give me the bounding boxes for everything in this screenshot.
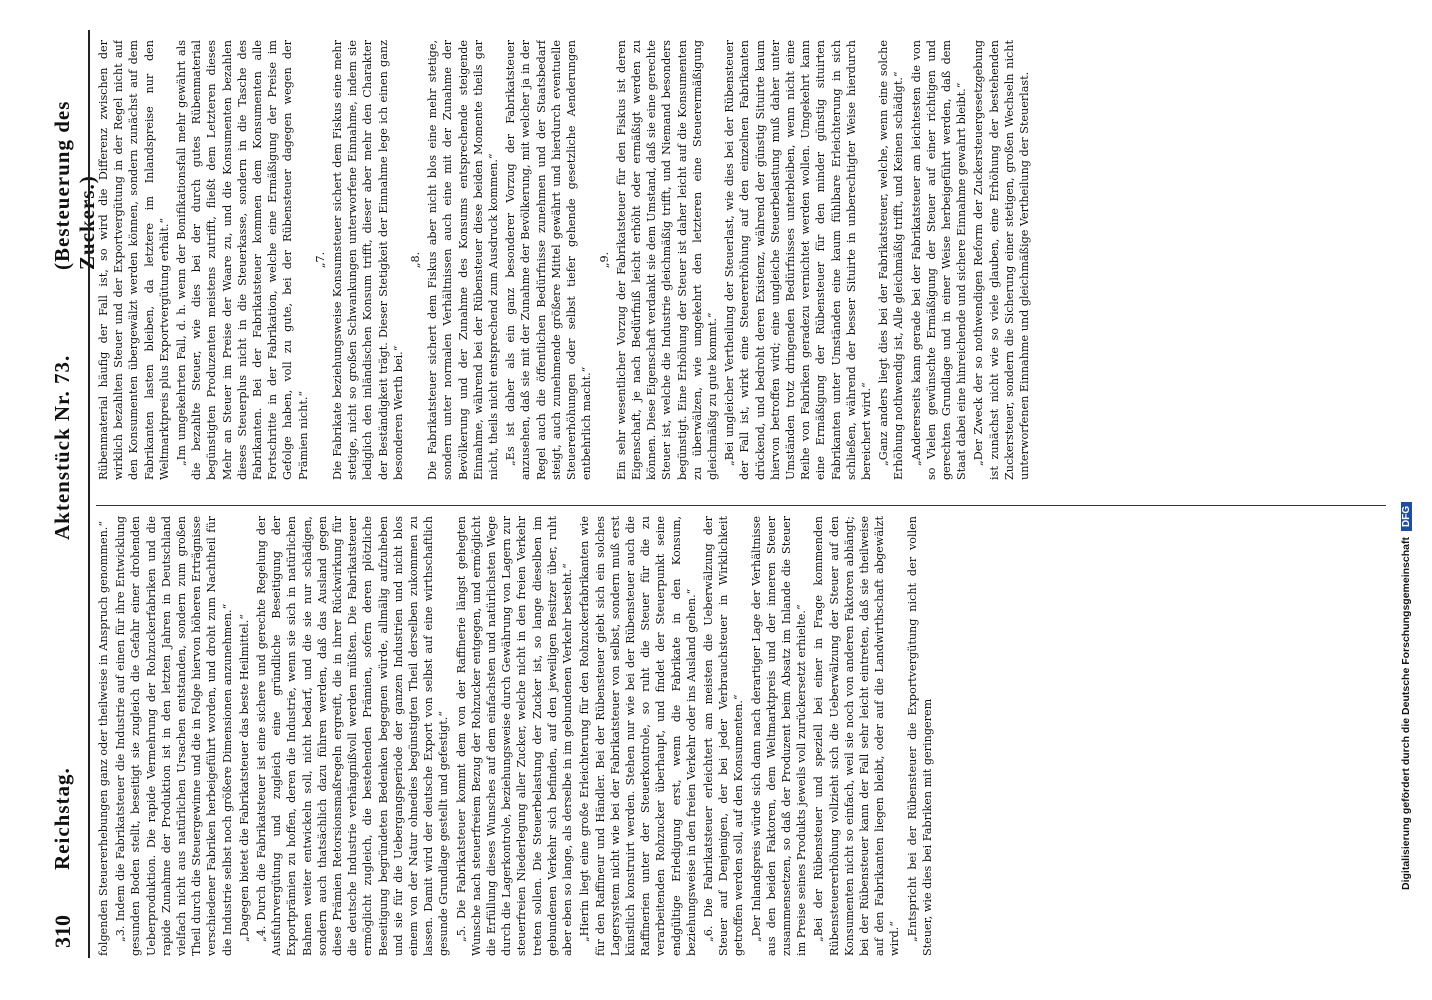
header-subject: (Besteuerung des Zuckers.): [50, 100, 99, 270]
right-text-column: [96, 40, 1416, 480]
page-header: [44, 30, 99, 960]
paragraph: „6. Die Fabrikatsteuer erleichtert am meisten die Ueberwälzung der Steuer auf Denjenigen, der bei jeder Verbrauchsteuer in Wirklichkeit getroffen werden soll, auf den Konsumenten.“: [701, 516, 746, 956]
paragraph: Rübenmaterial häufig der Fall ist, so wird die Differenz zwischen der wirklich bezahlten Steuer und der Exportvergütung in der Regel nicht auf den Konsumenten übergewälzt werden können, sondern zunächst auf dem Fabrikanten lasten bleiben, da letztere im Inlandspreise nur den Weltmarktpreis plus Exportvergütung erhält.“: [97, 40, 171, 480]
left-text-column: [96, 516, 1416, 956]
header-rule: [88, 30, 90, 958]
paragraph: „Hierin liegt eine große Erleichterung für den Rohzuckerfabrikanten wie für den Raffineur und Händler. Bei der Rübensteuer giebt sich ein solches Lagersystem nicht wie bei der Fabrikatsteuer von selbst, sondern muß erst künstlich konstruirt werden. Stehen nur wie bei der Rübensteuer auch die Raffinerien unter der Steuerkontrole, so ruht die Steuer für die zu verarbeitenden Rohzucker überhaupt, und findet der Steuerpunkt seine endgültige Erledigung erst, wenn die Fabrikate in den Konsum, beziehungsweise in den freien Verkehr oder ins Ausland gehen.“: [578, 516, 698, 956]
paragraph: „Der Inlandspreis würde sich dann nach derartiger Lage der Verhältnisse aus den beiden Faktoren, dem Weltmarktpreis und der inneren Steuer zusammensetzen, so daß der Produzent beim Absatz im Inlande die Steuer im Preise seines Produkts jeweils voll zurückersetzt erhielte.“: [749, 516, 809, 956]
credit-text: Digitalisierung gefördert durch die Deutsche Forschungsgemeinschaft: [1400, 537, 1412, 890]
paragraph: folgenden Steuererhebungen ganz oder theilweise in Anspruch genommen.“: [97, 520, 110, 956]
paragraph: „4. Durch die Fabrikatsteuer ist eine sichere und gerechte Regelung der Ausfuhrvergütung und zugleich eine gründliche Beseitigung der Exportprämien zu hoffen, deren die Industrie, wenn sie sich in natürlichen Bahnen weiter entwickeln soll, nicht bedarf, und die sie nur schädigen, sondern auch thatsächlich dazu führen werden, daß das Ausland gegen diese Prämien Retorsionsmaßregeln ergreift, die in ihrer Rückwirkung für die deutsche Industrie verhängnißvoll werden müßten. Die Fabrikatsteuer ermöglicht zugleich, die bestehenden Prämien, sofern deren plötzliche Beseitigung begründeten Bedenken begegnen würde, allmälig aufzuheben und sie für die Uebergangsperiode der ganzen Industrien und nicht blos einem von der Natur ohnedies begünstigten Theil derselben zukommen zu lassen. Damit wird der deutsche Export von selbst auf eine wirthschaftlich gesunde Grundlage gestellt und gefestigt.“: [255, 516, 451, 956]
paragraph: „Andererseits kann gerade bei der Fabrikatsteuer am leichtesten die von so Vielen gewünschte Ermäßigung der Steuer auf einer richtigen und gerechten Grundlage und in einer Weise herbeigeführt werden, daß dem Staat dabei eine hinreichende und sichere Einnahme gewahrt bleibt.“: [909, 40, 969, 480]
paragraph: „Bei ungleicher Vertheilung der Steuerlast, wie dies bei der Rübensteuer der Fall ist, wirkt eine Steuererhöhung auf den einzelnen Fabrikanten drückend, und bedroht deren Existenz, während der günstig Situirte kaum hiervon betroffen wird; eine ungleiche Steuerbelastung muß daher unter Umständen trotz dringenden Bedürfnisses unterbleiben, wenn nicht eine Reihe von Fabriken geradezu vernichtet werden wollen. Umgekehrt kann eine Ermäßigung der Rübensteuer für den minder günstig situirten Fabrikanten unter Umständen eine kaum fühlbare Erleichterung in sich schließen, während der besser Situirte in unberechtigter Weise hierdurch bereichert wird.“: [723, 40, 873, 480]
header-document-number: Aktenstück Nr. 73.: [50, 354, 74, 540]
paragraph: „Der Zweck der so nothwendigen Reform der Zuckersteuergesetzgebung ist zunächst nicht wie so viele glauben, eine Erhöhung der bestehenden Zuckersteuer, sondern die Sicherung einer stetigen, großen Wechseln nicht unterworfenen Einnahme und gleichmäßige Vertheilung der Steuerlast.: [972, 40, 1031, 480]
header-reichstag: Reichstag.: [50, 767, 74, 870]
paragraph: „3. Indem die Fabrikatsteuer die Industrie auf einen für ihre Entwicklung gesunden Boden stellt, beseitigt sie zugleich die Gefahr einer drohenden Ueberproduktion. Die rapide Vermehrung der Rohzuckerfabriken und die rapide Zunahme der Produktion ist in den letzten Jahren in Deutschland vielfach nicht aus natürlichen Ursachen entstanden, sondern zum großen Theil durch die Steuergewinne und die in Folge hiervon höheren Erträgnisse verschiedener Fabriken herbeigeführt worden, und droht zum Nachtheil für die Industrie selbst noch größere Dimensionen anzunehmen.“: [114, 516, 234, 956]
paragraph: „Entspricht bei der Rübensteuer die Exportvergütung nicht der vollen Steuer, wie dies bei Fabriken mit geringerem: [905, 516, 934, 956]
dfg-logo: DFG: [1401, 502, 1412, 531]
page-number: 310: [50, 915, 75, 948]
paragraph: „Im umgekehrten Fall, d. h. wenn der Bonifikationsfall mehr gewährt als die bezahlte Steuer, wie dies bei der durch gutes Rübenmaterial begünstigten Produzenten meistens zutrifft, fließt dem Letzteren dieses Mehr an Steuer im Preise der Waare zu, und die Konsumenten bezahlen dieses Steuerplus nicht in die Steuerkasse, sondern in die Tasche des Fabrikanten. Bei der Fabrikatsteuer kommen dem Konsumenten alle Fortschritte in der Fabrikation, welche eine Ermäßigung der Preise im Gefolge haben, voll zu gute, bei der Rübensteuer dagegen wegen der Prämien nicht.“: [175, 40, 310, 480]
digitization-credit: [1400, 502, 1412, 890]
column-divider: [96, 505, 1386, 506]
paragraph: „9.: [597, 251, 611, 269]
paragraph: „Bei der Rübensteuer und speziell bei einer in Frage kommenden Rübensteuererhöhung vollzieht sich die Ueberwälzung der Steuer auf den Konsumenten nicht so einfach, weil sie noch von anderen Faktoren abhängt; bei der Rübensteuer kann der Fall sehr leicht eintreten, daß sie theilweise auf den Fabrikanten liegen bleibt, oder auf die Landwirthschaft abgewälzt wird.“: [812, 516, 902, 956]
paragraph: „5. Die Fabrikatsteuer kommt dem von der Raffinerie längst gehegten Wunsche nach steuerfreiem Bezug der Rohzucker entgegen, und ermöglicht die Erfüllung dieses Wunsches auf dem einfachsten und natürlichsten Wege durch die Lagerkontrole, beziehungsweise durch Gewährung von Lagern zur steuerfreien Niederlegung aller Zucker, welche nicht in den freien Verkehr treten sollen. Die Steuerbelastung der Zucker ist, so lange dieselben im gebundenen Verkehr sich befinden, auf den jeweiligen Besitzer über, ruht aber eben so lange, als derselbe in im gebundenen Verkehr besteht.“: [454, 516, 575, 956]
paragraph: „Es ist daher als ein ganz besonderer Vorzug der Fabrikatsteuer anzusehen, daß sie mit der Zunahme der Bevölkerung, mit welcher ja in der Regel auch die öffentlichen Bedürfnisse zunehmen und der Staatsbedarf steigt, auch zunehmende größere Mittel gewährt und hierdurch eventuelle Steuererhöhungen oder selbst tiefer gehende gesetzliche Aenderungen entbehrlich macht.“: [504, 40, 594, 480]
paragraph: Die Fabrikatsteuer sichert dem Fiskus aber nicht blos eine mehr stetige, sondern unter normalen Verhältnissen auch eine mit der Zunahme der Bevölkerung und der Zunahme des Konsums entsprechende steigende Einnahme, während bei der Rübensteuer diese beiden Momente theils gar nicht, theils nicht entsprechend zum Ausdruck kommen.“: [426, 40, 501, 480]
paragraph: „7.: [313, 251, 327, 269]
paragraph: Die Fabrikate beziehungsweise Konsumsteuer sichert dem Fiskus eine mehr stetige, nicht so großen Schwankungen unterworfene Einnahme, indem sie lediglich den inländischen Konsum trifft, dieser aber mehr den Charakter der Beständigkeit trägt. Dieser Stetigkeit der Einnahme lege ich einen ganz besonderen Werth bei.“: [331, 40, 405, 480]
paragraph: „8.: [409, 251, 423, 269]
paragraph: Ein sehr wesentlicher Vorzug der Fabrikatsteuer für den Fiskus ist deren Eigenschaft, je nach Bedürfniß leicht erhöht oder ermäßigt werden zu können. Diese Eigenschaft verdankt sie dem Umstand, daß sie eine gerechte Steuer ist, welche die Industrie gleichmäßig trifft, und Niemand besonders begünstigt. Eine Erhöhung der Steuer ist daher leicht auf die Konsumenten zu überwälzen, wie umgekehrt den letzteren eine Steuerermäßigung gleichmäßig zu gute kommt.“: [614, 40, 719, 480]
paragraph: „Dagegen bietet die Fabrikatsteuer das beste Heilmittel.“: [237, 613, 251, 942]
paragraph: „Ganz anders liegt dies bei der Fabrikatsteuer, welche, wenn eine solche Erhöhung nothwendig ist, Alle gleichmäßig trifft, und Keinen schädigt.“: [877, 40, 906, 480]
